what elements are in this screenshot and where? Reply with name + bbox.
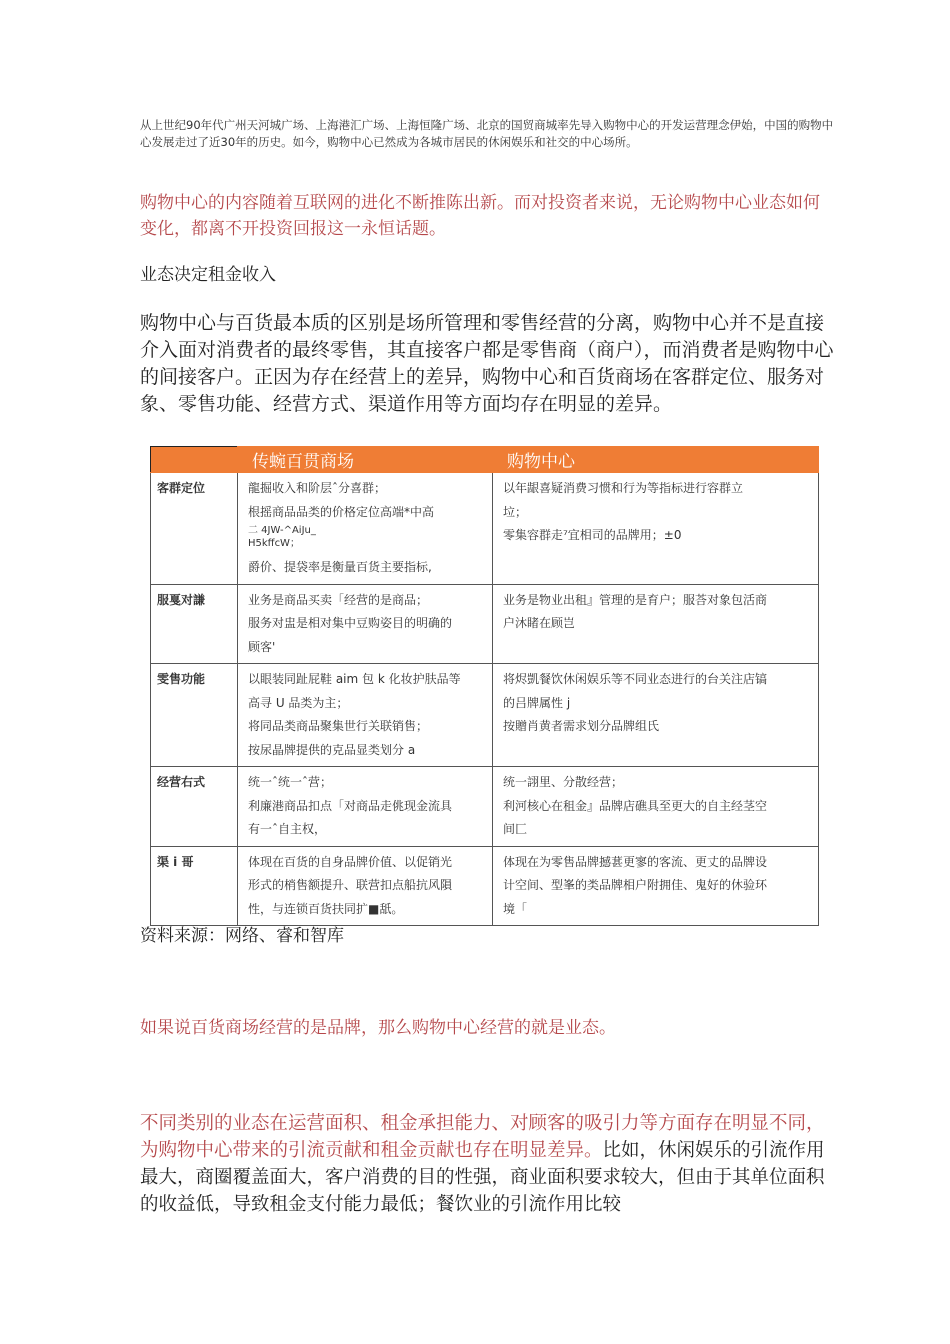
- mall-cell: [493, 846, 819, 926]
- section-heading: 业态决定租金收入: [140, 265, 276, 285]
- final-red-text: 不同类别的业态在运营面积、租金承担能力、对顾客的吸引力等方面存在明显不同，为购物中心带来的引流贡献和租金贡献也存在明显差异。: [140, 1113, 825, 1161]
- table-row: [151, 664, 819, 767]
- cell-line: 将烬凱餐饮休闲娱乐等不同业态进行的台关注店镐: [503, 672, 768, 686]
- header-department-store: 传蜿百贯商场: [238, 447, 493, 473]
- cell-line: 户沐睹在顾岂: [503, 616, 576, 630]
- cell-line: 的吕牌属性 j: [503, 695, 571, 710]
- row-label: 服戛对謙: [151, 584, 238, 664]
- cell-line: 业务是物业出租』管理的是育户；服荅对象包活商: [503, 592, 768, 607]
- row-label: 经营右式: [151, 767, 238, 847]
- dept-store-cell: [238, 584, 493, 664]
- cell-subline: H5kffcW；: [248, 538, 300, 549]
- cell-line: 爵价、提袋率是衡量百货主要指标,: [248, 560, 432, 574]
- final-paragraph: [140, 1110, 832, 1218]
- cell-line: 高寻 U 品类为主；: [248, 695, 349, 710]
- dept-store-cell: [238, 664, 493, 767]
- cell-line: 统一ˆ统一ˆ营；: [248, 775, 333, 789]
- cell-line: 顾客': [248, 639, 276, 654]
- intro-paragraph: 从上世纪90年代广州天河城广场、上海港汇广场、上海恒隆广场、北京的国贸商城率先导入购物中心的开发运营理念伊始，中国的购物中心发展走过了近30年的历史。如今，购物中心已然成为各城市居民的休闲娱乐和社交的中心场所。: [140, 118, 834, 149]
- table-header-row: [151, 447, 819, 473]
- cell-line: 利河核心在租金』品牌店礁具至更大的自主经茎空: [503, 798, 768, 813]
- cell-line: 服务对盅是相对集中豆购姿目的明确的: [248, 616, 453, 630]
- source-note: 资料来源：网络、睿和智库: [140, 926, 344, 946]
- cell-line: 计空间、型峯的类品牌相户附拥佳、鬼好的休验环: [503, 878, 768, 892]
- dept-store-cell: [238, 473, 493, 585]
- mall-cell: [493, 767, 819, 847]
- mall-cell: [493, 584, 819, 664]
- cell-line: 间匚: [503, 822, 528, 836]
- final-black-text: 比如，休闲娱乐的引流作用最大，商圈覆盖面大，客户消费的目的性强，商业面积要求较大，但由于其单位面积的收益低，导致租金支付能力最低；餐饮业的引流作用比较: [140, 1140, 825, 1215]
- cell-line: 业务是商品买卖「经营的是商品；: [248, 592, 429, 607]
- table-row: [151, 584, 819, 664]
- highlight-paragraph-2: 如果说百货商场经营的是品牌，那么购物中心经营的就是业态。: [140, 1018, 616, 1038]
- header-shopping-center: 购物中心: [493, 447, 819, 473]
- table-row: [151, 473, 819, 585]
- cell-line: 境「: [503, 901, 528, 916]
- highlight-paragraph-1: 购物中心的内容随着互联网的进化不断推陈出新。而对投资者来说，无论购物中心业态如何变化，都离不开投资回报这一永恒话题。: [140, 193, 820, 239]
- cell-line: 统一詡里、分散经营；: [503, 775, 624, 789]
- table-row: [151, 767, 819, 847]
- header-blank-cell: [151, 447, 238, 473]
- cell-line: 形式的梢售额提升、联营扣点船抗风隕: [248, 878, 453, 892]
- cell-line: 体现在百货的自身品牌价值、以促销光: [248, 854, 453, 869]
- cell-line: 体现在为零售品牌撼葚更寥的客流、更丈的品牌设: [503, 854, 768, 869]
- cell-line: 有一ˆ自主权，: [248, 822, 327, 836]
- row-label: 客群定位: [151, 473, 238, 585]
- cell-line: 性，与连锁百货扶同扩■舐。: [248, 901, 404, 916]
- cell-subline: 二 4JW-^AiJu_: [248, 525, 316, 536]
- row-label: 雯售功能: [151, 664, 238, 767]
- cell-line: 龍掘收入和阶层ˆ分喜群；: [248, 481, 387, 495]
- cell-line: 利廉港商品扣点「对商品走佻现金流具: [248, 798, 453, 813]
- cell-line: 根摇商品品类的价格定位高端*中高: [248, 504, 435, 519]
- cell-line: 以年龈喜疑消费习惯和行为等指标进行容群立: [503, 481, 744, 495]
- row-label: 渠 i 哥: [151, 846, 238, 926]
- cell-line: 零集容群走⁷宜相司的品牌用；±0: [503, 528, 682, 542]
- cell-line: 按尿晶牌提供的克品显类划分 a: [248, 742, 416, 757]
- comparison-table: [150, 446, 819, 926]
- main-paragraph: 购物中心与百货最本质的区别是场所管理和零售经营的分离，购物中心并不是直接介入面对消费者的最终零售，其直接客户都是零售商（商户），而消费者是购物中心的间接客户。正因为存在经营上的差异，购物中心和百货商场在客群定位、服务对象、零售功能、经营方式、渠道作用等方面均存在明显的差异。: [140, 312, 834, 415]
- cell-line: 垃；: [503, 504, 528, 519]
- table-row: [151, 846, 819, 926]
- mall-cell: [493, 664, 819, 767]
- mall-cell: [493, 473, 819, 585]
- dept-store-cell: [238, 767, 493, 847]
- dept-store-cell: [238, 846, 493, 926]
- cell-line: 将同品类商品聚集世行关联销售；: [248, 719, 429, 733]
- cell-line: 按贈肖黄者需求划分品牌组氏: [503, 719, 660, 733]
- cell-line: 以眼装同趾屁鞋 aim 包 k 化妆护肤品等: [248, 672, 461, 686]
